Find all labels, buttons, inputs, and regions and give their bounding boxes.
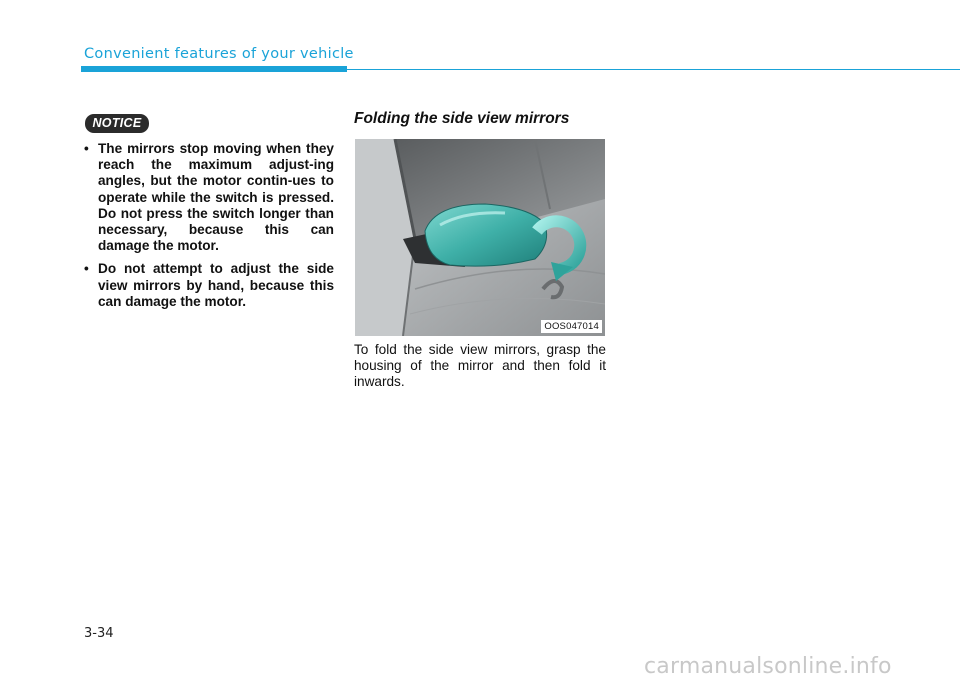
header-rule-thick [81,66,347,72]
notice-item-text: The mirrors stop moving when they reach the maximum adjust-ing angles, but the motor contin-ues to operate while the switch is pressed. Do not press the switch longer than necessary, because this can damage the motor. [98,141,334,254]
side-mirror-illustration [355,139,605,336]
folding-instructions: To fold the side view mirrors, grasp the housing of the mirror and then fold it inwards. [354,342,606,390]
notice-item: • The mirrors stop moving when they reach the maximum adjust-ing angles, but the motor contin-ues to operate while the switch is pressed. Do not press the switch longer than necessary, because this can damage the motor. [84,141,334,254]
notice-badge: NOTICE [85,114,149,133]
figure-code: OOS047014 [541,320,602,333]
section-heading: Folding the side view mirrors [354,110,570,127]
notice-item-text: Do not attempt to adjust the side view mirrors by hand, because this can damage the motor. [98,261,334,309]
mirror-folding-figure [355,139,605,336]
page-number: 3-34 [84,626,114,641]
header-rule-thin [347,69,960,70]
notice-list [82,141,334,317]
chapter-title: Convenient features of your vehicle [84,46,354,62]
watermark: carmanualsonline.info [644,654,892,679]
notice-item: • Do not attempt to adjust the side view mirrors by hand, because this can damage the motor. [84,261,334,309]
